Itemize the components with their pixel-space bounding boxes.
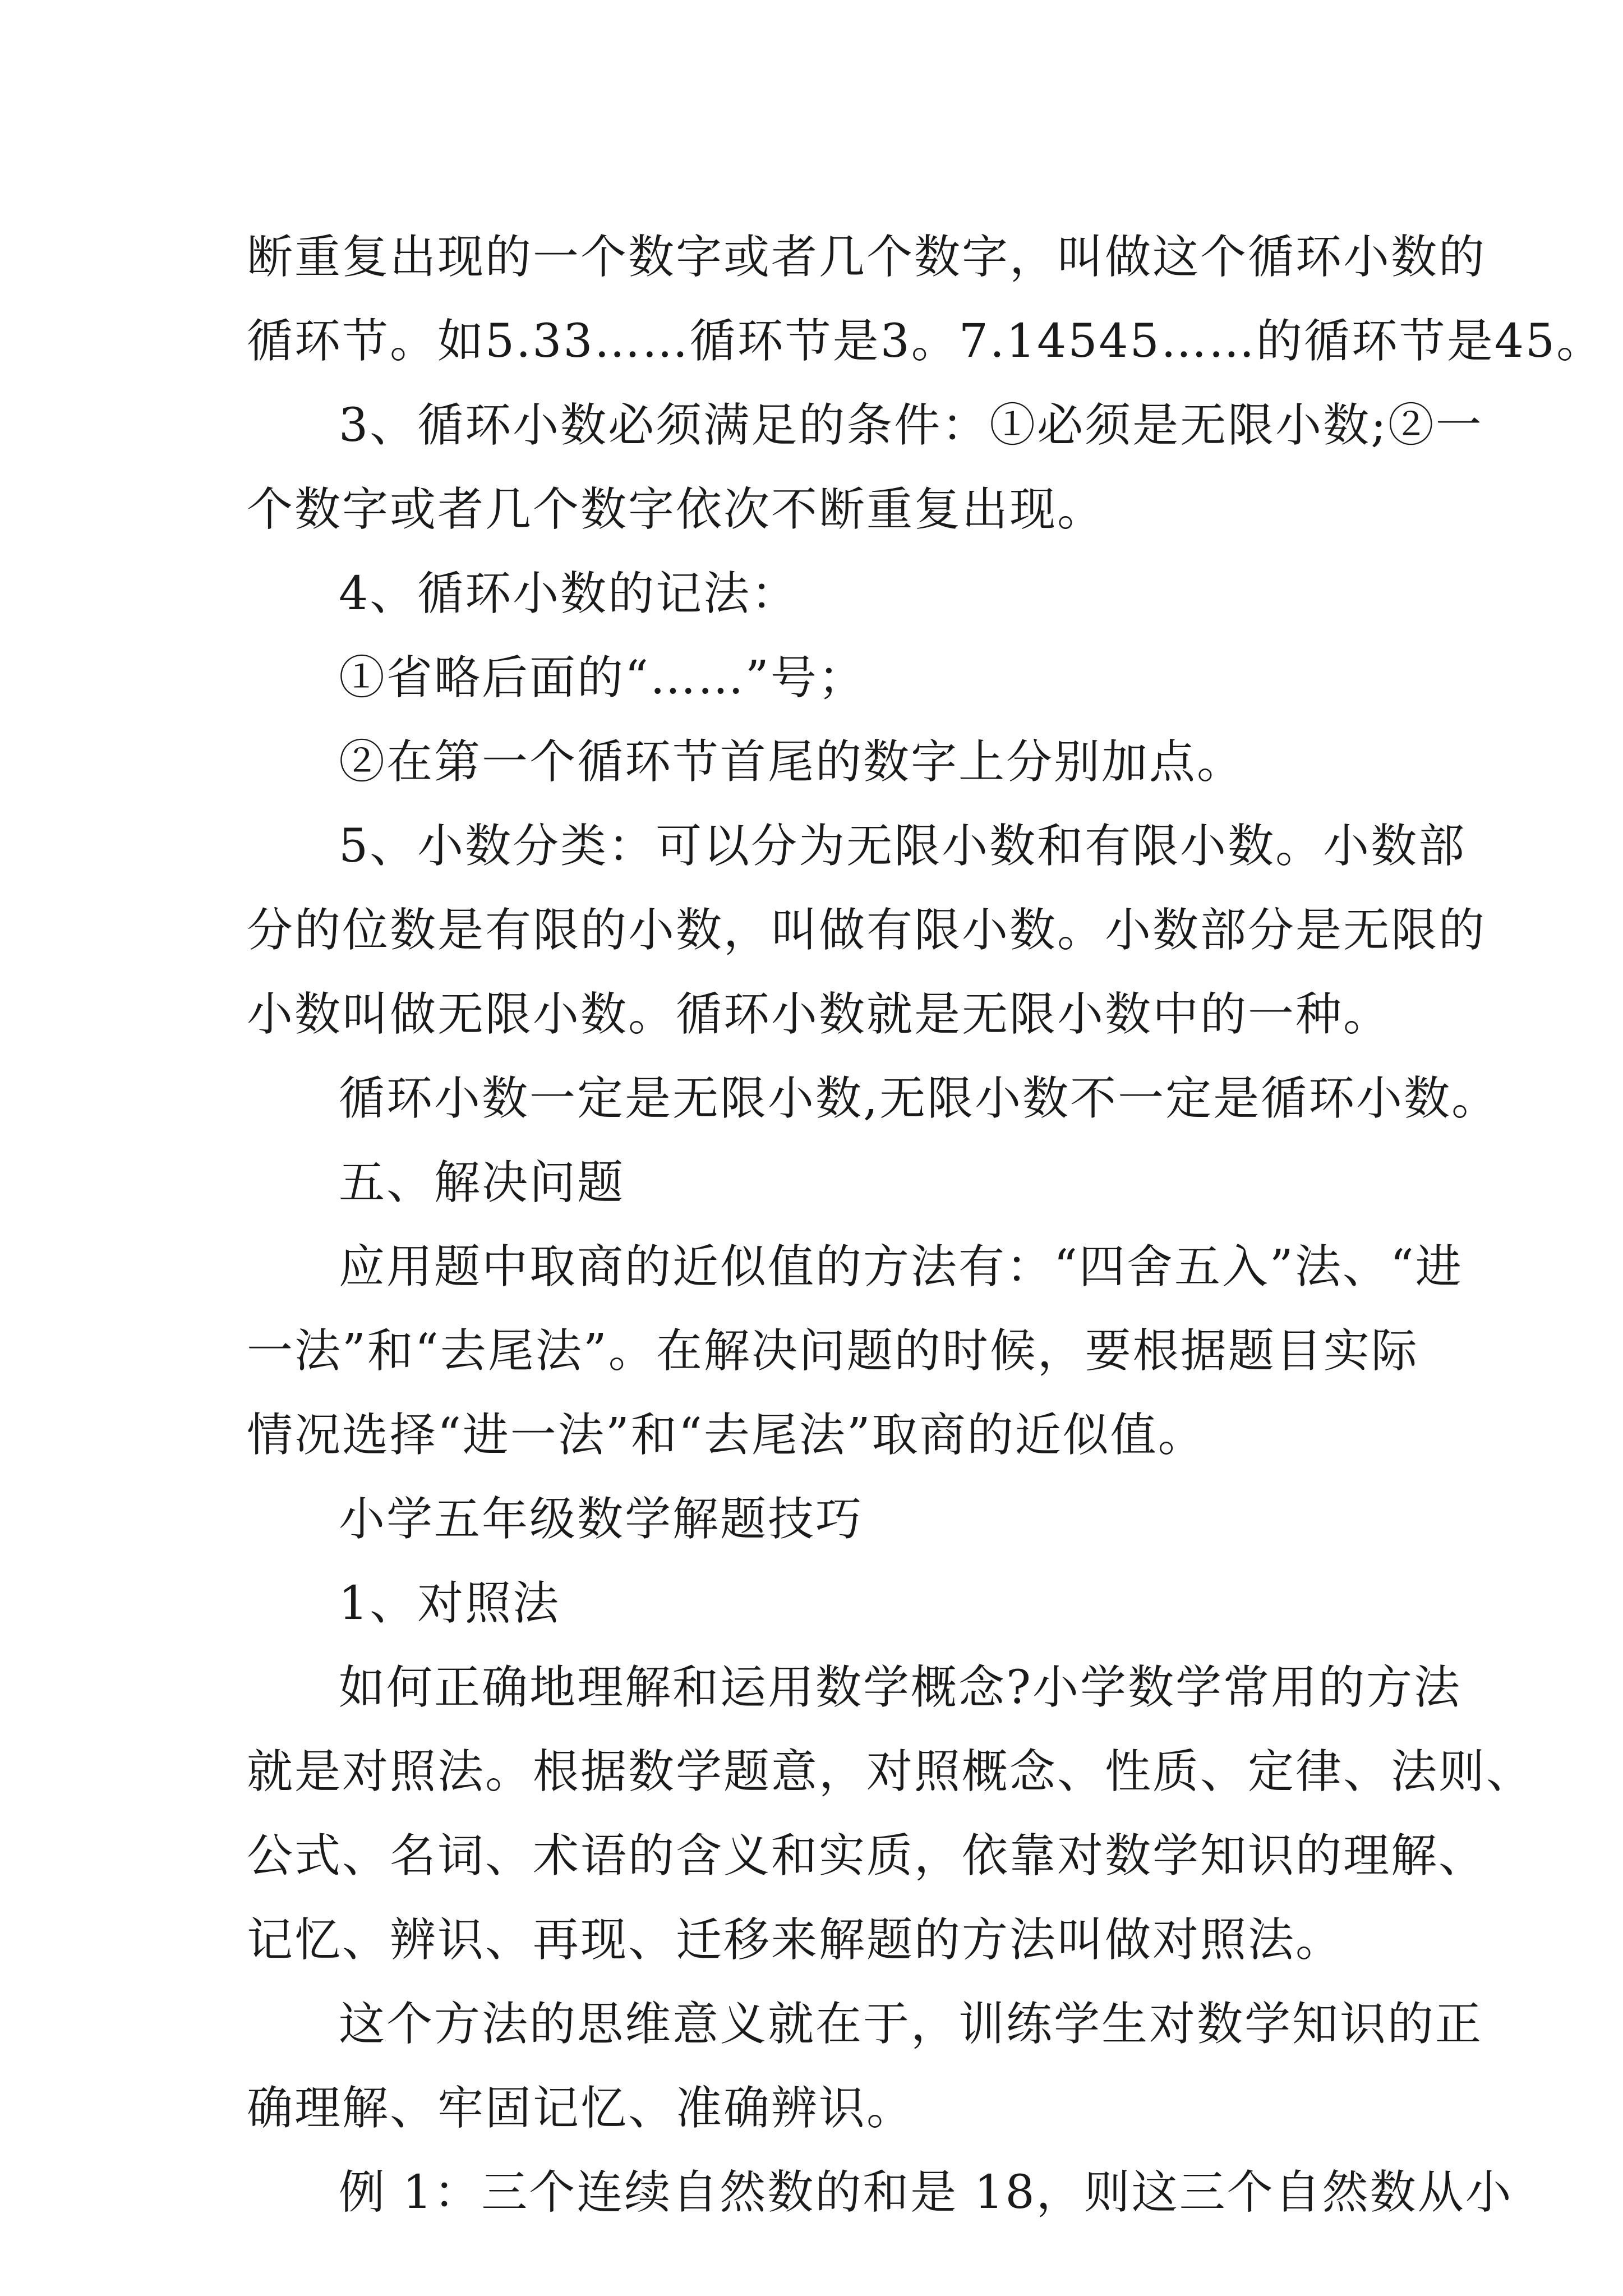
- body-text: [247, 215, 1604, 2235]
- text-line: 分的位数是有限的小数，叫做有限小数。小数部分是无限的: [247, 904, 1487, 957]
- text-line: 3、循环小数必须满足的条件：①必须是无限小数;②一: [339, 399, 1483, 452]
- text-line: 情况选择“进一法”和“去尾法”取商的近似值。: [247, 1409, 1206, 1462]
- text-line: 4、循环小数的记法：: [339, 567, 799, 620]
- text-line: 1、对照法: [339, 1577, 561, 1630]
- text-line: 循环节。如5.33……循环节是3。7.14545……的循环节是45。: [247, 315, 1604, 368]
- text-line: 例 1：三个连续自然数的和是 18，则这三个自然数从小: [339, 2166, 1513, 2219]
- text-line: 循环小数一定是无限小数,无限小数不一定是循环小数。: [339, 1072, 1500, 1125]
- text-line: ①省略后面的“……”号；: [339, 651, 866, 705]
- text-line: 五、解决问题: [339, 1156, 625, 1209]
- text-line: 记忆、辨识、再现、迁移来解题的方法叫做对照法。: [247, 1913, 1344, 1967]
- text-line: ②在第一个循环节首尾的数字上分别加点。: [339, 735, 1245, 789]
- text-line: 确理解、牢固记忆、准确辨识。: [247, 2082, 915, 2135]
- text-line: 就是对照法。根据数学题意，对照概念、性质、定律、法则、: [247, 1745, 1534, 1798]
- text-line: 个数字或者几个数字依次不断重复出现。: [247, 483, 1105, 536]
- text-line: 这个方法的思维意义就在于，训练学生对数学知识的正: [339, 1998, 1483, 2051]
- text-line: 断重复出现的一个数字或者几个数字，叫做这个循环小数的: [247, 231, 1487, 284]
- text-line: 如何正确地理解和运用数学概念?小学数学常用的方法: [339, 1661, 1461, 1714]
- text-line: 一法”和“去尾法”。在解决问题的时候，要根据题目实际: [247, 1324, 1419, 1378]
- text-line: 公式、名词、术语的含义和实质，依靠对数学知识的理解、: [247, 1829, 1487, 1883]
- text-line: 5、小数分类：可以分为无限小数和有限小数。小数部: [339, 820, 1467, 873]
- text-line: 应用题中取商的近似值的方法有：“四舍五入”法、“进: [339, 1240, 1463, 1294]
- text-line: 小学五年级数学解题技巧: [339, 1493, 864, 1546]
- text-line: 小数叫做无限小数。循环小数就是无限小数中的一种。: [247, 988, 1391, 1041]
